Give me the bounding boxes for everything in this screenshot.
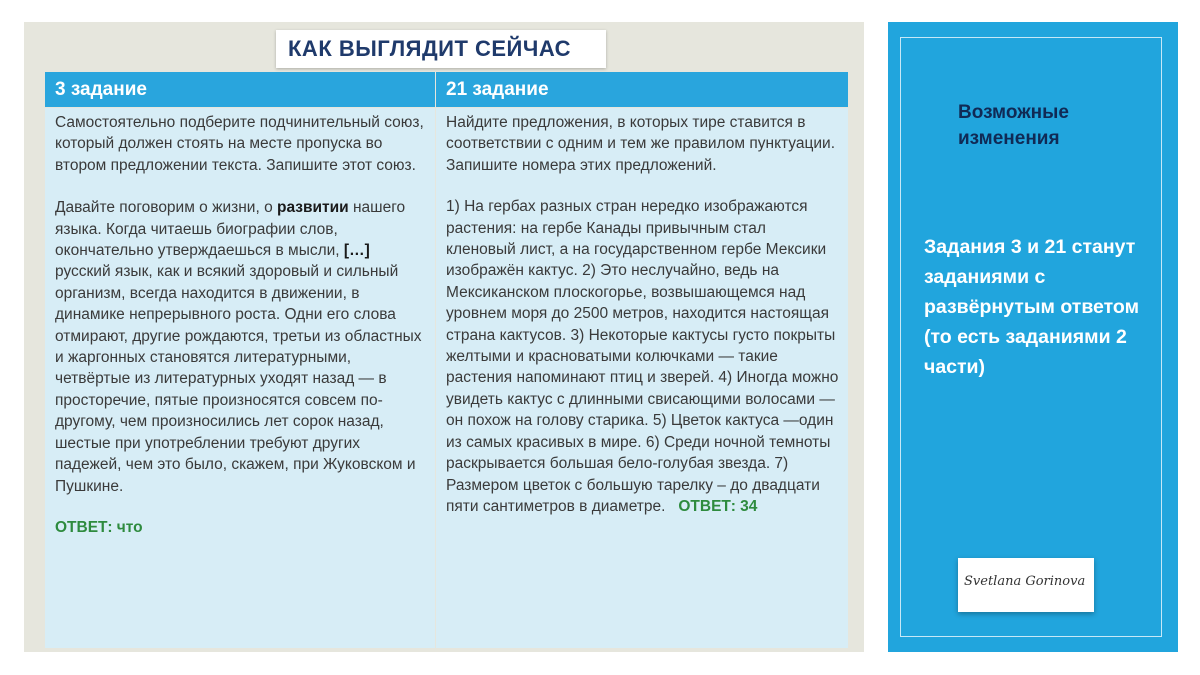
task-21-text	[446, 196, 840, 517]
task-21-answer: ОТВЕТ: 34	[678, 497, 758, 515]
task-3-gap-marker: […]	[343, 242, 370, 260]
task-21-cell	[436, 108, 848, 648]
task-3-cell	[45, 108, 435, 648]
slide-title: КАК ВЫГЛЯДИТ СЕЙЧАС	[288, 36, 572, 61]
slide-title-box	[276, 30, 606, 68]
changes-title: Возможные изменения	[958, 102, 1069, 149]
task-3-bold-word: развитии	[277, 199, 349, 217]
task-3-text	[55, 197, 427, 497]
task-21-sentences: 1) На гербах разных стран нередко изображаются растения: на гербе Канады привычным стал кленовый лист, а на государственном гербе Мексики изображён кактус. 2) Это неслучайно, ведь на Мексиканском плоскогорье, возвышающемся над уровнем моря до 2500 метров, находится настоящая страна кактусов. 3) Некоторые кактусы густо покрыты желтыми и красноватыми колючками — такие растения напоминают птиц и зверей. 4) Иногда можно увидеть кактус с длинными свисающими волосами —он похож на голову старика. 5) Цветок кактуса —один из самых красивых в мире. 6) Среди ночной темноты раскрывается большая бело-голубая звезда. 7) Размером цветок с большую тарелку – до двадцати пяти сантиметров в диаметре.	[446, 198, 839, 515]
changes-text: Задания 3 и 21 станут заданиями с развёрнутым ответом (то есть заданиями 2 части)	[924, 236, 1140, 378]
author-signature	[958, 558, 1094, 612]
task-3-text-part: нашего языка. Когда читаешь биографии слов, окончательно утверждаешься в мысли,	[55, 199, 406, 260]
task-3-text-part: русский язык, как и всякий здоровый и сильный организм, всегда находится в движении, в динамике непрерывного роста. Одни его слова отмирают, другие рождаются, третьи из областных и жаргонных становятся литературными, четвёртые из литературных уходят назад — в просторечие, пятые произносятся совсем по-другому, чем произносились лет сорок назад, шестые при употреблении требуют других падежей, чем это было, скажем, при Жуковском и Пушкине.	[55, 263, 422, 495]
task-3-instruction: Самостоятельно подберите подчинительный союз, который должен стоять на месте пропуска во втором предложении текста. Запишите этот союз.	[55, 114, 424, 174]
task-3-header: 3 задание	[45, 72, 435, 107]
signature-text: Svetlana Gorinova	[964, 574, 1086, 589]
task-21-header: 21 задание	[436, 72, 848, 107]
task-3-answer: ОТВЕТ: что	[55, 518, 143, 536]
task-3-text-part: Давайте поговорим о жизни, о	[55, 199, 277, 217]
task-21-instruction: Найдите предложения, в которых тире ставится в соответствии с одним и тем же правилом пунктуации. Запишите номера этих предложений.	[446, 114, 836, 174]
